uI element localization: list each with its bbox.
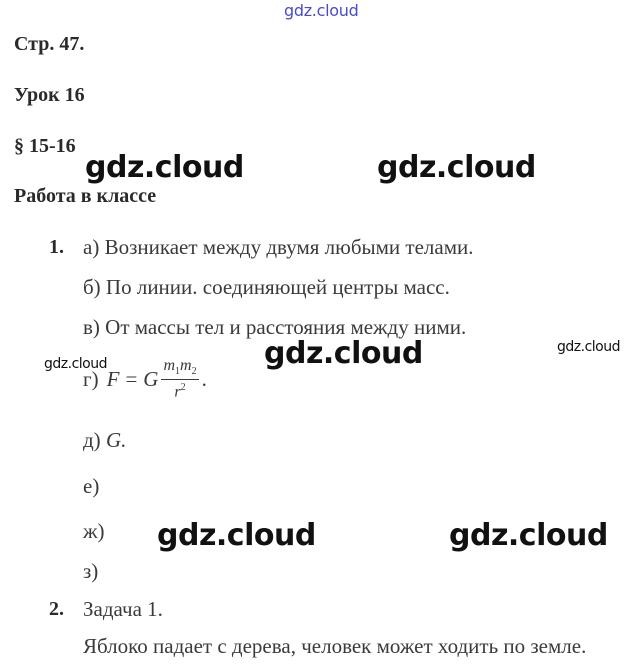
formula-gravity-constant: G <box>143 366 159 391</box>
formula-numerator: $m_1m_2$ <box>161 358 198 380</box>
formula-force: F <box>106 366 120 391</box>
task-1-answer-v: в) От массы тел и расстояния между ними. <box>83 315 467 339</box>
watermark-big-5: gdz.cloud <box>449 518 608 553</box>
task-2-number: 2. <box>49 598 64 620</box>
watermark-big-1: gdz.cloud <box>85 150 244 185</box>
task-1-answer-g <box>83 358 207 401</box>
lesson-heading: Урок 16 <box>14 84 85 106</box>
task-1-answer-z: з) <box>83 559 99 583</box>
watermark-big-3: gdz.cloud <box>264 336 423 371</box>
page-number-heading: Стр. 47. <box>14 33 85 55</box>
task-1-answer-b: б) По линии. соединяющей центры масс. <box>83 275 450 299</box>
formula-fraction <box>161 358 198 401</box>
formula-equals: = <box>125 366 138 391</box>
task-2-text: Яблоко падает с дерева, человек может ходить по земле. <box>83 634 587 658</box>
watermark-top: gdz.cloud <box>284 1 359 20</box>
formula-period: . <box>201 366 207 391</box>
task-1-answer-zh: ж) <box>83 519 105 543</box>
task-1-answer-a: а) Возникает между двумя любыми телами. <box>83 235 474 259</box>
watermark-small-right: gdz.cloud <box>557 339 620 355</box>
watermark-big-4: gdz.cloud <box>157 518 316 553</box>
formula-denominator: $r^2$ <box>174 382 186 401</box>
task-1-answer-d: д) G. <box>83 428 127 452</box>
watermark-big-2: gdz.cloud <box>377 150 536 185</box>
answer-d-value: G. <box>105 428 127 452</box>
task-1-number: 1. <box>49 236 64 258</box>
classwork-heading: Работа в классе <box>14 185 157 207</box>
watermark-small-left: gdz.cloud <box>44 356 107 372</box>
section-heading: § 15-16 <box>14 135 76 157</box>
task-2-title: Задача 1. <box>83 597 163 621</box>
answer-g-label: г) <box>83 366 99 391</box>
task-1-answer-e: е) <box>83 474 100 498</box>
